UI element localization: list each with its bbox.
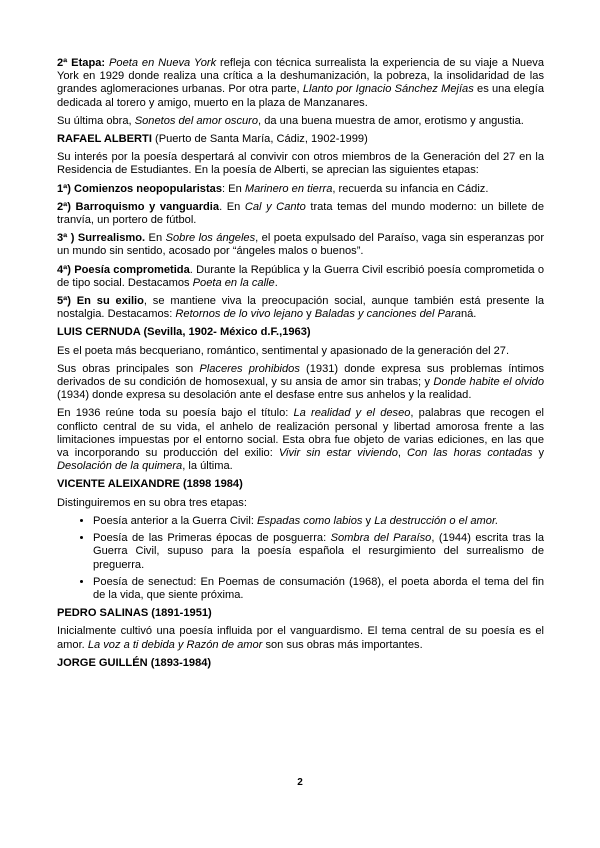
- list-item: [93, 532, 544, 572]
- paragraph-cernuda-1936: [57, 407, 544, 473]
- paragraph-aleixandre-intro: Distinguiremos en su obra tres etapas:: [57, 496, 247, 509]
- work-title: Llanto por Ignacio Sánchez Mejías: [302, 83, 474, 96]
- work-title: Poeta en Nueva York: [109, 57, 217, 69]
- work-title: Baladas y canciones del Para: [314, 308, 461, 321]
- text-run: , (1944) escrita tras la Guerra Civil, supuso para la poesía española el resurgimiento del surrealismo de preguerra.: [93, 532, 545, 571]
- work-title: Vivir sin estar viviendo: [278, 447, 398, 460]
- page-number: 2: [297, 777, 303, 788]
- text-run: . En: [219, 200, 245, 213]
- text-run: En: [145, 232, 166, 245]
- text-run: En 1936 reúne toda su poesía bajo el título:: [57, 407, 294, 420]
- text-run: . Durante la República y la Guerra Civil escribió poesía comprometida o de tipo social. Destacamos: [57, 263, 544, 289]
- work-title: Espadas como labios: [257, 514, 363, 527]
- text-run: Poesía anterior a la Guerra Civil:: [93, 514, 258, 527]
- stage-label: 3ª ) Surrealismo.: [57, 232, 146, 245]
- text-run: y: [362, 514, 375, 527]
- paragraph-alberti-stage-4: [57, 264, 544, 290]
- work-title: Desolación de la quimera: [57, 460, 183, 473]
- text-run: son sus obras más importantes.: [262, 638, 423, 651]
- text-run: y: [532, 447, 545, 460]
- stage-label: 2ª Etapa:: [57, 57, 106, 69]
- text-run: , palabras que recogen el conflicto central de su vida, el anhelo de realización personal y libertad amorosa frente a las limitaciones impuestas por el entorno social. Esta obra fue objeto de varias ediciones, en las que va incorporando su producción del exilio:: [57, 407, 544, 460]
- stage-label: 1ª) Comienzos neopopularistas: [57, 182, 222, 195]
- paragraph-alberti-stage-3: [57, 232, 544, 258]
- text-run: ná.: [460, 308, 477, 321]
- author-name: RAFAEL ALBERTI: [57, 133, 152, 146]
- work-title: Sonetos del amor oscuro: [134, 114, 259, 127]
- text-run: ,: [397, 447, 407, 460]
- text-run: , recuerda su infancia en Cádiz.: [332, 182, 489, 195]
- heading-alberti: [57, 133, 544, 146]
- text-run: Su última obra,: [57, 114, 135, 127]
- list-item: [93, 515, 544, 528]
- paragraph-cernuda-works: [57, 363, 544, 403]
- work-title: Placeres prohibidos: [199, 362, 300, 375]
- text-run: (1934) donde expresa su desolación ante el desfase entre sus anhelos y la realidad.: [57, 389, 472, 402]
- text-run: trata temas del mundo moderno: un billete de tranvía, un portero de fútbol.: [57, 200, 544, 227]
- paragraph-alberti-stage-1: [57, 183, 544, 196]
- text-run: , el poeta expulsado del Paraíso, vaga sin esperanzas por un mundo sin sentido, acosado por “ángeles malos o buenos”.: [57, 232, 545, 258]
- paragraph-lorca-last-work: [57, 115, 544, 128]
- text-run: Inicialmente cultivó una poesía influida por el vanguardismo. El tema central de su poesía es el amor.: [57, 625, 544, 651]
- text-run: Poesía de senectud: En Poemas de consumación (1968), el poeta aborda el tema del fin de la vida, que siente próxima.: [93, 575, 544, 601]
- text-run: , da una buena muestra de amor, erotismo y angustia.: [258, 114, 524, 127]
- paragraph-cernuda-intro: Es el poeta más becqueriano, romántico, sentimental y apasionado de la generación del 27.: [57, 344, 510, 357]
- text-run: (1931) donde expresa sus problemas íntimos derivados de su condición de homosexual, y su ansia de amor sin trabas; y: [57, 362, 544, 389]
- work-title: Sobre los ángeles: [165, 232, 256, 245]
- paragraph-alberti-stage-5: [57, 295, 544, 321]
- work-title: Sombra del Paraíso: [330, 532, 432, 545]
- text-run: es una elegía dedicada al torero y amigo, muerto en la plaza de Manzanares.: [57, 83, 544, 109]
- paragraph-salinas: [57, 625, 544, 651]
- paragraph-lorca-second-stage: [57, 57, 544, 110]
- paragraph-alberti-stage-2: [57, 201, 544, 227]
- list-item: [93, 576, 544, 602]
- stage-label: 2ª) Barroquismo y vanguardia: [57, 200, 220, 213]
- text-run: , se mantiene viva la preocupación social, aunque también está presente la nostalgia. Destacamos:: [57, 295, 544, 321]
- stage-label: 5ª) En su exilio: [57, 295, 144, 308]
- heading-salinas: PEDRO SALINAS (1891-1951): [57, 607, 212, 620]
- heading-guillen: JORGE GUILLÉN (1893-1984): [57, 656, 212, 669]
- work-title: Donde habite el olvido: [433, 376, 544, 389]
- heading-aleixandre: VICENTE ALEIXANDRE (1898 1984): [57, 478, 243, 491]
- work-title: La voz a ti debida y Razón de amor: [87, 638, 263, 651]
- work-title: La realidad y el deseo: [293, 407, 411, 420]
- text-run: , la última.: [182, 460, 233, 473]
- page-content: [57, 57, 544, 675]
- author-dates: (Puerto de Santa María, Cádiz, 1902-1999): [151, 133, 368, 146]
- text-run: : En: [222, 182, 245, 195]
- heading-cernuda: LUIS CERNUDA (Sevilla, 1902- México d.F.,1963): [57, 326, 311, 339]
- work-title: Retornos de lo vivo lejano: [175, 308, 304, 321]
- text-run: .: [274, 276, 278, 289]
- work-title: Poeta en la calle: [192, 276, 275, 289]
- work-title: Cal y Canto: [244, 200, 306, 213]
- work-title: Con las horas contadas: [407, 447, 533, 460]
- text-run: refleja con técnica surrealista la experiencia de su viaje a Nueva York en 1929 donde realiza una crítica a la deshumanización, la pobreza, la insolidaridad de las grandes aglomeraciones urbanas. Por otra parte,: [57, 57, 544, 96]
- stage-label: 4ª) Poesía comprometida: [57, 263, 190, 276]
- text-run: Poesía de las Primeras épocas de posguerra:: [93, 532, 331, 545]
- text-run: y: [303, 308, 315, 321]
- work-title: Marinero en tierra: [244, 182, 333, 195]
- work-title: La destrucción o el amor.: [374, 514, 499, 527]
- paragraph-alberti-intro: Su interés por la poesía despertará al convivir con otros miembros de la Generación del 27 en la Residencia de Estudiantes. En la poesía de Alberti, se aprecian las siguientes etapas:: [57, 151, 544, 177]
- aleixandre-stages-list: [57, 515, 544, 602]
- text-run: Sus obras principales son: [57, 362, 200, 375]
